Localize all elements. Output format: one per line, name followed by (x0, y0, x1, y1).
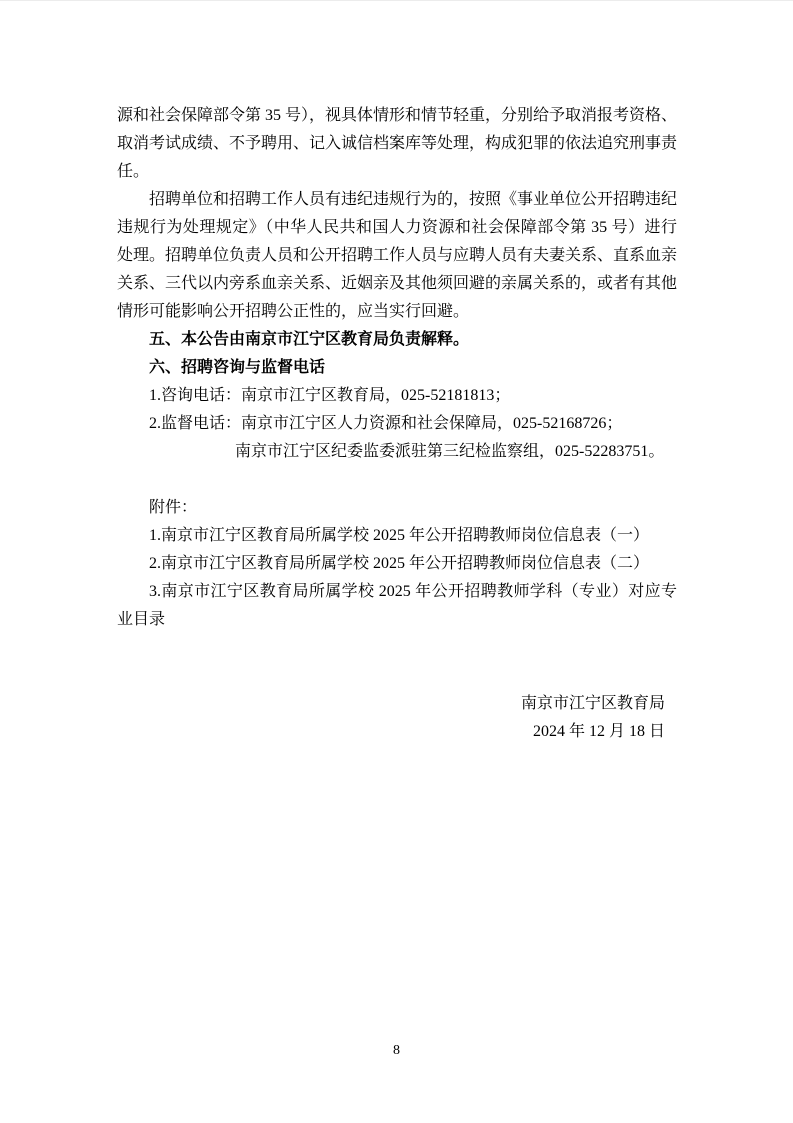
attachment-item-3-line-1: 3.南京市江宁区教育局所属学校 2025 年公开招聘教师学科（专业）对应专 (149, 583, 677, 600)
supervise-phone-line: 2.监督电话：南京市江宁区人力资源和社会保障局，025-52168726； (149, 415, 623, 432)
supervise-phone-continuation: 南京市江宁区纪委监委派驻第三纪检监察组，025-52283751。 (235, 443, 665, 460)
signature-organization: 南京市江宁区教育局 (520, 695, 665, 712)
section-five-heading: 五、本公告由南京市江宁区教育局负责解释。 (149, 331, 470, 348)
signature-date: 2024 年 12 月 18 日 (532, 723, 665, 740)
document-body (117, 102, 677, 746)
paragraph-penalty-line-2: 取消考试成绩、不予聘用、记入诚信档案库等处理，构成犯罪的依法追究刑事责 (117, 135, 678, 152)
consult-phone-line: 1.咨询电话：南京市江宁区教育局，025-52181813； (149, 387, 511, 404)
page-number: 8 (393, 1043, 400, 1058)
blank-line (117, 466, 677, 494)
paragraph-penalty-line-1: 源和社会保障部令第 35 号），视具体情形和情节轻重，分别给予取消报考资格、 (117, 107, 678, 124)
paragraph-recusal-line-3: 处理。招聘单位负责人员和公开招聘工作人员与应聘人员有夫妻关系、直系血亲 (117, 247, 678, 264)
section-six-heading: 六、招聘咨询与监督电话 (149, 359, 326, 376)
attachment-item-3-line-2: 业目录 (117, 611, 166, 628)
attachment-item-2: 2.南京市江宁区教育局所属学校 2025 年公开招聘教师岗位信息表（二） (149, 555, 650, 572)
blank-line (117, 634, 677, 662)
paragraph-penalty-line-3: 任。 (117, 163, 150, 180)
blank-line (117, 662, 677, 690)
paragraph-recusal-line-1: 招聘单位和招聘工作人员有违纪违规行为的，按照《事业单位公开招聘违纪 (149, 191, 678, 208)
attachment-item-1: 1.南京市江宁区教育局所属学校 2025 年公开招聘教师岗位信息表（一） (149, 527, 650, 544)
paragraph-recusal-line-5: 情形可能影响公开招聘公正性的，应当实行回避。 (117, 303, 470, 320)
paragraph-recusal-line-2: 违规行为处理规定》（中华人民共和国人力资源和社会保障部令第 35 号）进行 (117, 219, 677, 236)
attachments-label: 附件： (149, 499, 198, 516)
paragraph-recusal-line-4: 关系、三代以内旁系血亲关系、近姻亲及其他须回避的亲属关系的，或者有其他 (117, 275, 678, 292)
